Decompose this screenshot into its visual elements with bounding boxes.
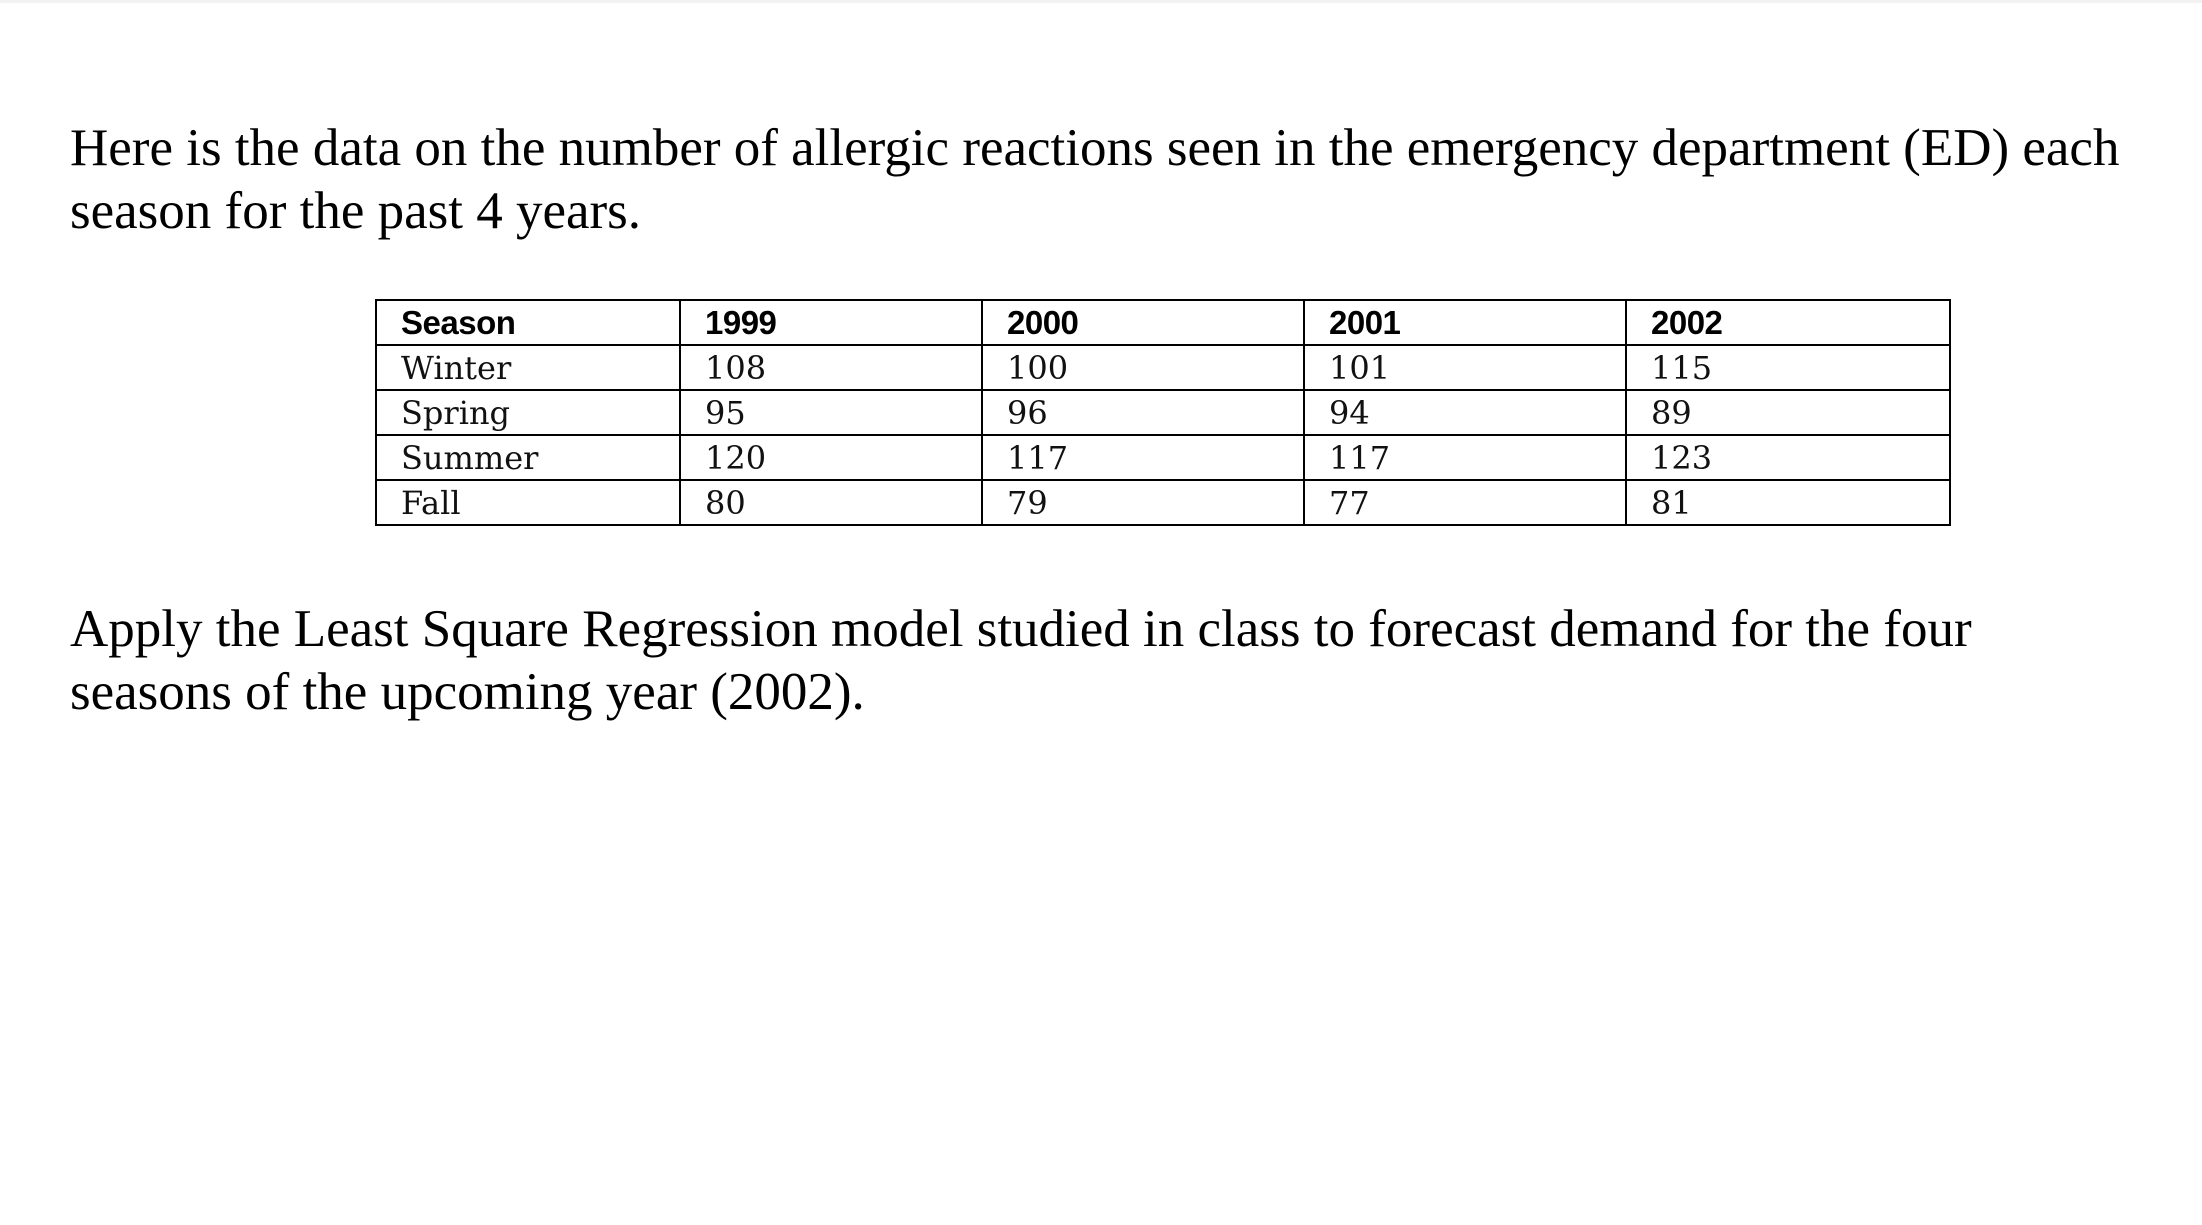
cell-season: Summer bbox=[376, 435, 680, 480]
header-2000: 2000 bbox=[982, 300, 1304, 345]
task-paragraph bbox=[70, 598, 1972, 724]
intro-line: season for the past 4 years. bbox=[70, 182, 642, 240]
cell-value: 81 bbox=[1626, 480, 1950, 525]
table-row-fall bbox=[376, 480, 1950, 525]
cell-value: 100 bbox=[982, 345, 1304, 390]
header-2001: 2001 bbox=[1304, 300, 1626, 345]
page-top-border bbox=[0, 0, 2202, 3]
cell-season: Spring bbox=[376, 390, 680, 435]
header-2002: 2002 bbox=[1626, 300, 1950, 345]
task-line: Apply the Least Square Regression model studied in class to forecast demand for the four bbox=[70, 600, 1972, 658]
cell-value: 89 bbox=[1626, 390, 1950, 435]
cell-value: 117 bbox=[1304, 435, 1626, 480]
intro-paragraph bbox=[70, 117, 2119, 243]
table-row-spring bbox=[376, 390, 1950, 435]
cell-value: 108 bbox=[680, 345, 982, 390]
cell-value: 95 bbox=[680, 390, 982, 435]
cell-season: Fall bbox=[376, 480, 680, 525]
cell-value: 77 bbox=[1304, 480, 1626, 525]
task-line: seasons of the upcoming year (2002). bbox=[70, 663, 865, 721]
table-row-winter bbox=[376, 345, 1950, 390]
allergic-reactions-table bbox=[375, 299, 1951, 526]
cell-value: 94 bbox=[1304, 390, 1626, 435]
table-row-summer bbox=[376, 435, 1950, 480]
table-header-row bbox=[376, 300, 1950, 345]
cell-season: Winter bbox=[376, 345, 680, 390]
cell-value: 101 bbox=[1304, 345, 1626, 390]
cell-value: 120 bbox=[680, 435, 982, 480]
cell-value: 80 bbox=[680, 480, 982, 525]
header-1999: 1999 bbox=[680, 300, 982, 345]
cell-value: 79 bbox=[982, 480, 1304, 525]
cell-value: 117 bbox=[982, 435, 1304, 480]
header-season: Season bbox=[376, 300, 680, 345]
intro-line: Here is the data on the number of allergic reactions seen in the emergency department (ED) each bbox=[70, 119, 2120, 177]
cell-value: 96 bbox=[982, 390, 1304, 435]
cell-value: 115 bbox=[1626, 345, 1950, 390]
cell-value: 123 bbox=[1626, 435, 1950, 480]
